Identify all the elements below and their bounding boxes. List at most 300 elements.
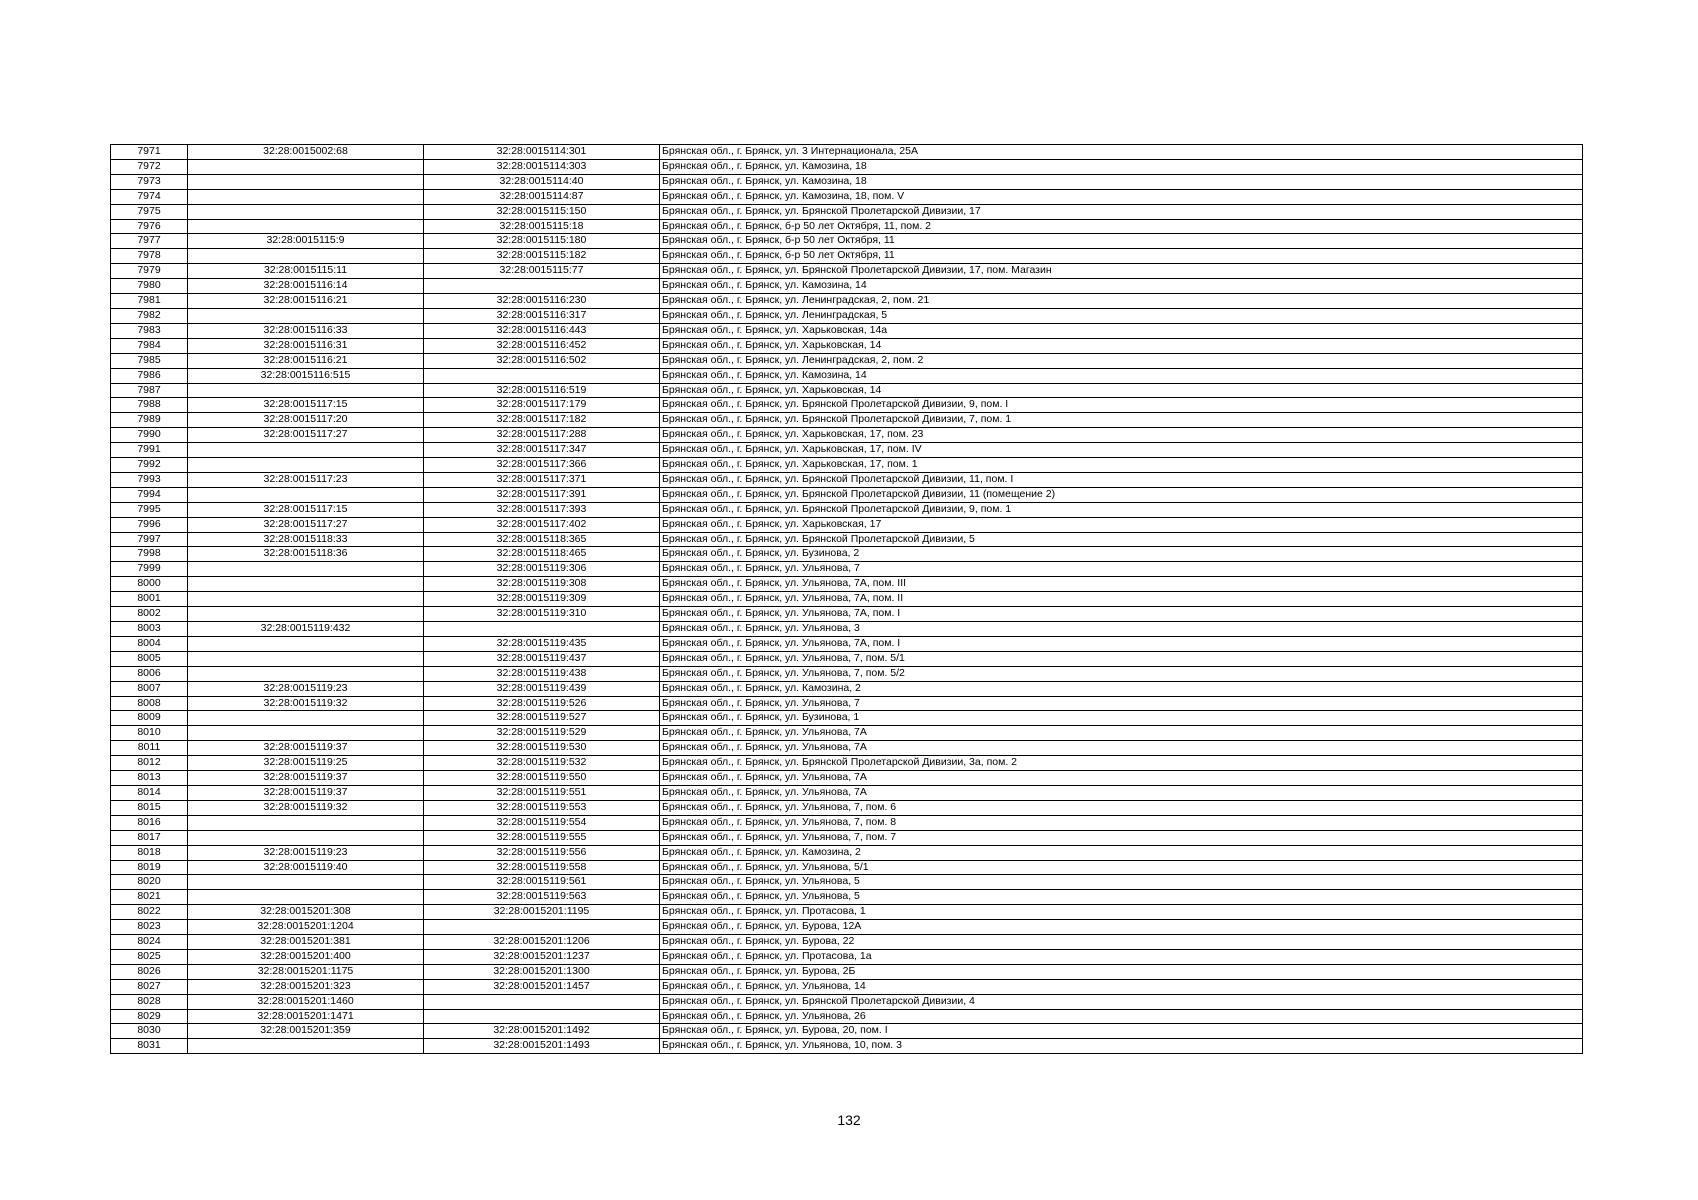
address-cell: Брянская обл., г. Брянск, ул. Ульянова, 7А bbox=[660, 741, 1583, 756]
object-cadastral-number-cell: 32:28:0015117:347 bbox=[424, 443, 660, 458]
object-cadastral-number-cell: 32:28:0015119:526 bbox=[424, 696, 660, 711]
address-cell: Брянская обл., г. Брянск, ул. Харьковская, 14 bbox=[660, 338, 1583, 353]
object-cadastral-number-cell: 32:28:0015119:530 bbox=[424, 741, 660, 756]
row-number-cell: 8019 bbox=[111, 860, 188, 875]
object-cadastral-number-cell: 32:28:0015117:182 bbox=[424, 413, 660, 428]
address-cell: Брянская обл., г. Брянск, ул. Камозина, 14 bbox=[660, 279, 1583, 294]
table-row bbox=[111, 562, 1583, 577]
row-number-cell: 7995 bbox=[111, 502, 188, 517]
table-row bbox=[111, 1039, 1583, 1054]
object-cadastral-number-cell: 32:28:0015119:563 bbox=[424, 890, 660, 905]
row-number-cell: 8016 bbox=[111, 815, 188, 830]
address-cell: Брянская обл., г. Брянск, ул. Ульянова, 26 bbox=[660, 1009, 1583, 1024]
address-cell: Брянская обл., г. Брянск, ул. Ульянова, 7, пом. 5/1 bbox=[660, 651, 1583, 666]
table-row bbox=[111, 368, 1583, 383]
table-row bbox=[111, 1009, 1583, 1024]
address-cell: Брянская обл., г. Брянск, ул. Брянской Пролетарской Дивизии, 17, пом. Магазин bbox=[660, 264, 1583, 279]
address-cell: Брянская обл., г. Брянск, ул. Ульянова, 7А bbox=[660, 726, 1583, 741]
object-cadastral-number-cell: 32:28:0015119:527 bbox=[424, 711, 660, 726]
table-row bbox=[111, 800, 1583, 815]
row-number-cell: 7986 bbox=[111, 368, 188, 383]
table-row bbox=[111, 622, 1583, 637]
address-cell: Брянская обл., г. Брянск, ул. Ульянова, 7А bbox=[660, 771, 1583, 786]
land-cadastral-number-cell: 32:28:0015201:1471 bbox=[188, 1009, 424, 1024]
row-number-cell: 7991 bbox=[111, 443, 188, 458]
land-cadastral-number-cell: 32:28:0015201:308 bbox=[188, 905, 424, 920]
land-cadastral-number-cell bbox=[188, 458, 424, 473]
address-cell: Брянская обл., г. Брянск, ул. Камозина, 2 bbox=[660, 845, 1583, 860]
table-row bbox=[111, 979, 1583, 994]
land-cadastral-number-cell: 32:28:0015116:33 bbox=[188, 323, 424, 338]
address-cell: Брянская обл., г. Брянск, ул. Ульянова, 5 bbox=[660, 875, 1583, 890]
land-cadastral-number-cell: 32:28:0015116:515 bbox=[188, 368, 424, 383]
table-row bbox=[111, 636, 1583, 651]
land-cadastral-number-cell: 32:28:0015119:23 bbox=[188, 845, 424, 860]
address-cell: Брянская обл., г. Брянск, ул. Бузинова, 2 bbox=[660, 547, 1583, 562]
object-cadastral-number-cell: 32:28:0015119:553 bbox=[424, 800, 660, 815]
table-row bbox=[111, 875, 1583, 890]
table-row bbox=[111, 771, 1583, 786]
address-cell: Брянская обл., г. Брянск, ул. Ульянова, 7, пом. 8 bbox=[660, 815, 1583, 830]
table-row bbox=[111, 219, 1583, 234]
table-row bbox=[111, 592, 1583, 607]
object-cadastral-number-cell bbox=[424, 279, 660, 294]
address-cell: Брянская обл., г. Брянск, ул. Харьковская, 14а bbox=[660, 323, 1583, 338]
address-cell: Брянская обл., г. Брянск, ул. Камозина, 18, пом. V bbox=[660, 189, 1583, 204]
object-cadastral-number-cell: 32:28:0015119:310 bbox=[424, 607, 660, 622]
table-row bbox=[111, 890, 1583, 905]
table-row bbox=[111, 204, 1583, 219]
table-row bbox=[111, 443, 1583, 458]
address-cell: Брянская обл., г. Брянск, б-р 50 лет Октября, 11 bbox=[660, 234, 1583, 249]
object-cadastral-number-cell: 32:28:0015119:435 bbox=[424, 636, 660, 651]
land-cadastral-number-cell bbox=[188, 711, 424, 726]
table-row bbox=[111, 174, 1583, 189]
object-cadastral-number-cell: 32:28:0015119:558 bbox=[424, 860, 660, 875]
table-row bbox=[111, 785, 1583, 800]
object-cadastral-number-cell: 32:28:0015201:1493 bbox=[424, 1039, 660, 1054]
table-row bbox=[111, 487, 1583, 502]
row-number-cell: 7974 bbox=[111, 189, 188, 204]
land-cadastral-number-cell: 32:28:0015201:1204 bbox=[188, 920, 424, 935]
table-body bbox=[111, 145, 1583, 1054]
object-cadastral-number-cell: 32:28:0015116:317 bbox=[424, 308, 660, 323]
land-cadastral-number-cell bbox=[188, 204, 424, 219]
object-cadastral-number-cell bbox=[424, 920, 660, 935]
address-cell: Брянская обл., г. Брянск, ул. Бурова, 20, пом. I bbox=[660, 1024, 1583, 1039]
object-cadastral-number-cell: 32:28:0015116:452 bbox=[424, 338, 660, 353]
row-number-cell: 7983 bbox=[111, 323, 188, 338]
table-row bbox=[111, 756, 1583, 771]
table-row bbox=[111, 696, 1583, 711]
table-row bbox=[111, 726, 1583, 741]
row-number-cell: 8002 bbox=[111, 607, 188, 622]
address-cell: Брянская обл., г. Брянск, ул. Ульянова, 14 bbox=[660, 979, 1583, 994]
table-row bbox=[111, 577, 1583, 592]
land-cadastral-number-cell bbox=[188, 562, 424, 577]
row-number-cell: 8006 bbox=[111, 666, 188, 681]
row-number-cell: 7978 bbox=[111, 249, 188, 264]
row-number-cell: 7984 bbox=[111, 338, 188, 353]
row-number-cell: 8030 bbox=[111, 1024, 188, 1039]
land-cadastral-number-cell bbox=[188, 249, 424, 264]
land-cadastral-number-cell bbox=[188, 890, 424, 905]
object-cadastral-number-cell: 32:28:0015115:150 bbox=[424, 204, 660, 219]
object-cadastral-number-cell bbox=[424, 1009, 660, 1024]
land-cadastral-number-cell: 32:28:0015116:21 bbox=[188, 353, 424, 368]
object-cadastral-number-cell: 32:28:0015114:87 bbox=[424, 189, 660, 204]
row-number-cell: 8017 bbox=[111, 830, 188, 845]
row-number-cell: 8029 bbox=[111, 1009, 188, 1024]
row-number-cell: 8023 bbox=[111, 920, 188, 935]
address-cell: Брянская обл., г. Брянск, б-р 50 лет Октября, 11, пом. 2 bbox=[660, 219, 1583, 234]
address-cell: Брянская обл., г. Брянск, ул. Брянской Пролетарской Дивизии, 11 (помещение 2) bbox=[660, 487, 1583, 502]
object-cadastral-number-cell: 32:28:0015201:1195 bbox=[424, 905, 660, 920]
object-cadastral-number-cell: 32:28:0015201:1300 bbox=[424, 964, 660, 979]
address-cell: Брянская обл., г. Брянск, ул. Камозина, 14 bbox=[660, 368, 1583, 383]
land-cadastral-number-cell: 32:28:0015118:33 bbox=[188, 532, 424, 547]
object-cadastral-number-cell: 32:28:0015119:309 bbox=[424, 592, 660, 607]
address-cell: Брянская обл., г. Брянск, ул. Брянской Пролетарской Дивизии, 17 bbox=[660, 204, 1583, 219]
table-row bbox=[111, 830, 1583, 845]
table-row bbox=[111, 189, 1583, 204]
address-cell: Брянская обл., г. Брянск, ул. Камозина, 2 bbox=[660, 681, 1583, 696]
row-number-cell: 8003 bbox=[111, 622, 188, 637]
land-cadastral-number-cell: 32:28:0015119:32 bbox=[188, 696, 424, 711]
table-row bbox=[111, 711, 1583, 726]
table-row bbox=[111, 458, 1583, 473]
table-row bbox=[111, 338, 1583, 353]
address-cell: Брянская обл., г. Брянск, ул. 3 Интернационала, 25А bbox=[660, 145, 1583, 160]
table-row bbox=[111, 905, 1583, 920]
row-number-cell: 7980 bbox=[111, 279, 188, 294]
address-cell: Брянская обл., г. Брянск, ул. Бурова, 22 bbox=[660, 935, 1583, 950]
row-number-cell: 7994 bbox=[111, 487, 188, 502]
land-cadastral-number-cell bbox=[188, 487, 424, 502]
row-number-cell: 8010 bbox=[111, 726, 188, 741]
table-row bbox=[111, 845, 1583, 860]
table-row bbox=[111, 994, 1583, 1009]
object-cadastral-number-cell bbox=[424, 994, 660, 1009]
object-cadastral-number-cell bbox=[424, 622, 660, 637]
object-cadastral-number-cell: 32:28:0015114:303 bbox=[424, 159, 660, 174]
table-row bbox=[111, 428, 1583, 443]
table-row bbox=[111, 681, 1583, 696]
land-cadastral-number-cell bbox=[188, 651, 424, 666]
object-cadastral-number-cell: 32:28:0015119:561 bbox=[424, 875, 660, 890]
land-cadastral-number-cell bbox=[188, 577, 424, 592]
address-cell: Брянская обл., г. Брянск, ул. Бузинова, 1 bbox=[660, 711, 1583, 726]
table-row bbox=[111, 249, 1583, 264]
land-cadastral-number-cell: 32:28:0015119:37 bbox=[188, 785, 424, 800]
table-row bbox=[111, 532, 1583, 547]
table-row bbox=[111, 860, 1583, 875]
object-cadastral-number-cell: 32:28:0015119:437 bbox=[424, 651, 660, 666]
address-cell: Брянская обл., г. Брянск, ул. Ленинградская, 5 bbox=[660, 308, 1583, 323]
table-row bbox=[111, 651, 1583, 666]
land-cadastral-number-cell: 32:28:0015117:20 bbox=[188, 413, 424, 428]
row-number-cell: 7987 bbox=[111, 383, 188, 398]
address-cell: Брянская обл., г. Брянск, ул. Харьковская, 17, пом. IV bbox=[660, 443, 1583, 458]
address-cell: Брянская обл., г. Брянск, ул. Брянской Пролетарской Дивизии, 9, пом. I bbox=[660, 398, 1583, 413]
object-cadastral-number-cell: 32:28:0015119:551 bbox=[424, 785, 660, 800]
object-cadastral-number-cell: 32:28:0015201:1237 bbox=[424, 949, 660, 964]
land-cadastral-number-cell bbox=[188, 592, 424, 607]
table-row bbox=[111, 949, 1583, 964]
row-number-cell: 8021 bbox=[111, 890, 188, 905]
address-cell: Брянская обл., г. Брянск, ул. Ульянова, 7А, пом. II bbox=[660, 592, 1583, 607]
object-cadastral-number-cell: 32:28:0015119:554 bbox=[424, 815, 660, 830]
row-number-cell: 7979 bbox=[111, 264, 188, 279]
object-cadastral-number-cell: 32:28:0015115:180 bbox=[424, 234, 660, 249]
address-cell: Брянская обл., г. Брянск, ул. Ульянова, 7 bbox=[660, 696, 1583, 711]
table-row bbox=[111, 413, 1583, 428]
land-cadastral-number-cell: 32:28:0015201:1460 bbox=[188, 994, 424, 1009]
row-number-cell: 8012 bbox=[111, 756, 188, 771]
table-row bbox=[111, 1024, 1583, 1039]
row-number-cell: 8027 bbox=[111, 979, 188, 994]
table-row bbox=[111, 517, 1583, 532]
address-cell: Брянская обл., г. Брянск, ул. Ульянова, 7, пом. 5/2 bbox=[660, 666, 1583, 681]
land-cadastral-number-cell bbox=[188, 174, 424, 189]
object-cadastral-number-cell: 32:28:0015117:402 bbox=[424, 517, 660, 532]
address-cell: Брянская обл., г. Брянск, ул. Ульянова, 7А, пом. III bbox=[660, 577, 1583, 592]
row-number-cell: 7990 bbox=[111, 428, 188, 443]
land-cadastral-number-cell bbox=[188, 308, 424, 323]
table-row bbox=[111, 964, 1583, 979]
row-number-cell: 7973 bbox=[111, 174, 188, 189]
row-number-cell: 7998 bbox=[111, 547, 188, 562]
object-cadastral-number-cell: 32:28:0015114:40 bbox=[424, 174, 660, 189]
land-cadastral-number-cell: 32:28:0015117:15 bbox=[188, 502, 424, 517]
object-cadastral-number-cell: 32:28:0015119:529 bbox=[424, 726, 660, 741]
object-cadastral-number-cell: 32:28:0015115:77 bbox=[424, 264, 660, 279]
land-cadastral-number-cell: 32:28:0015115:9 bbox=[188, 234, 424, 249]
address-cell: Брянская обл., г. Брянск, ул. Брянской Пролетарской Дивизии, 4 bbox=[660, 994, 1583, 1009]
land-cadastral-number-cell bbox=[188, 636, 424, 651]
land-cadastral-number-cell: 32:28:0015116:14 bbox=[188, 279, 424, 294]
address-cell: Брянская обл., г. Брянск, ул. Камозина, 18 bbox=[660, 174, 1583, 189]
object-cadastral-number-cell: 32:28:0015117:179 bbox=[424, 398, 660, 413]
land-cadastral-number-cell: 32:28:0015116:21 bbox=[188, 294, 424, 309]
row-number-cell: 7996 bbox=[111, 517, 188, 532]
land-cadastral-number-cell: 32:28:0015201:381 bbox=[188, 935, 424, 950]
table-row bbox=[111, 472, 1583, 487]
land-cadastral-number-cell: 32:28:0015119:40 bbox=[188, 860, 424, 875]
page-number: 132 bbox=[837, 1112, 861, 1128]
row-number-cell: 8009 bbox=[111, 711, 188, 726]
table-row bbox=[111, 547, 1583, 562]
object-cadastral-number-cell: 32:28:0015115:18 bbox=[424, 219, 660, 234]
row-number-cell: 7993 bbox=[111, 472, 188, 487]
address-cell: Брянская обл., г. Брянск, ул. Протасова, 1а bbox=[660, 949, 1583, 964]
property-register-table bbox=[110, 144, 1583, 1054]
row-number-cell: 7976 bbox=[111, 219, 188, 234]
land-cadastral-number-cell bbox=[188, 726, 424, 741]
land-cadastral-number-cell: 32:28:0015119:37 bbox=[188, 771, 424, 786]
address-cell: Брянская обл., г. Брянск, ул. Брянской Пролетарской Дивизии, 5 bbox=[660, 532, 1583, 547]
row-number-cell: 8018 bbox=[111, 845, 188, 860]
land-cadastral-number-cell bbox=[188, 219, 424, 234]
land-cadastral-number-cell bbox=[188, 383, 424, 398]
row-number-cell: 7988 bbox=[111, 398, 188, 413]
row-number-cell: 7997 bbox=[111, 532, 188, 547]
table-row bbox=[111, 741, 1583, 756]
land-cadastral-number-cell: 32:28:0015119:32 bbox=[188, 800, 424, 815]
row-number-cell: 8022 bbox=[111, 905, 188, 920]
address-cell: Брянская обл., г. Брянск, ул. Ульянова, 7, пом. 6 bbox=[660, 800, 1583, 815]
row-number-cell: 8015 bbox=[111, 800, 188, 815]
land-cadastral-number-cell: 32:28:0015119:432 bbox=[188, 622, 424, 637]
land-cadastral-number-cell: 32:28:0015201:323 bbox=[188, 979, 424, 994]
object-cadastral-number-cell: 32:28:0015119:555 bbox=[424, 830, 660, 845]
address-cell: Брянская обл., г. Брянск, ул. Ленинградская, 2, пом. 21 bbox=[660, 294, 1583, 309]
table-row bbox=[111, 145, 1583, 160]
land-cadastral-number-cell: 32:28:0015116:31 bbox=[188, 338, 424, 353]
land-cadastral-number-cell: 32:28:0015117:23 bbox=[188, 472, 424, 487]
address-cell: Брянская обл., г. Брянск, ул. Камозина, 18 bbox=[660, 159, 1583, 174]
row-number-cell: 7972 bbox=[111, 159, 188, 174]
table-row bbox=[111, 666, 1583, 681]
object-cadastral-number-cell: 32:28:0015201:1457 bbox=[424, 979, 660, 994]
land-cadastral-number-cell bbox=[188, 830, 424, 845]
row-number-cell: 8026 bbox=[111, 964, 188, 979]
row-number-cell: 8014 bbox=[111, 785, 188, 800]
table-row bbox=[111, 607, 1583, 622]
row-number-cell: 7977 bbox=[111, 234, 188, 249]
object-cadastral-number-cell bbox=[424, 368, 660, 383]
row-number-cell: 8025 bbox=[111, 949, 188, 964]
row-number-cell: 8024 bbox=[111, 935, 188, 950]
address-cell: Брянская обл., г. Брянск, ул. Брянской Пролетарской Дивизии, 3а, пом. 2 bbox=[660, 756, 1583, 771]
land-cadastral-number-cell: 32:28:0015201:400 bbox=[188, 949, 424, 964]
land-cadastral-number-cell bbox=[188, 875, 424, 890]
land-cadastral-number-cell: 32:28:0015201:1175 bbox=[188, 964, 424, 979]
table-row bbox=[111, 920, 1583, 935]
row-number-cell: 8005 bbox=[111, 651, 188, 666]
land-cadastral-number-cell bbox=[188, 815, 424, 830]
object-cadastral-number-cell: 32:28:0015116:443 bbox=[424, 323, 660, 338]
object-cadastral-number-cell: 32:28:0015119:550 bbox=[424, 771, 660, 786]
object-cadastral-number-cell: 32:28:0015118:365 bbox=[424, 532, 660, 547]
address-cell: Брянская обл., г. Брянск, ул. Ленинградская, 2, пом. 2 bbox=[660, 353, 1583, 368]
land-cadastral-number-cell bbox=[188, 1039, 424, 1054]
land-cadastral-number-cell bbox=[188, 189, 424, 204]
address-cell: Брянская обл., г. Брянск, ул. Брянской Пролетарской Дивизии, 11, пом. I bbox=[660, 472, 1583, 487]
address-cell: Брянская обл., г. Брянск, ул. Протасова, 1 bbox=[660, 905, 1583, 920]
address-cell: Брянская обл., г. Брянск, ул. Ульянова, 5 bbox=[660, 890, 1583, 905]
object-cadastral-number-cell: 32:28:0015117:393 bbox=[424, 502, 660, 517]
table-row bbox=[111, 308, 1583, 323]
address-cell: Брянская обл., г. Брянск, ул. Харьковская, 17, пом. 23 bbox=[660, 428, 1583, 443]
address-cell: Брянская обл., г. Брянск, ул. Ульянова, 5/1 bbox=[660, 860, 1583, 875]
table-row bbox=[111, 264, 1583, 279]
address-cell: Брянская обл., г. Брянск, ул. Брянской Пролетарской Дивизии, 7, пом. 1 bbox=[660, 413, 1583, 428]
address-cell: Брянская обл., г. Брянск, ул. Бурова, 2Б bbox=[660, 964, 1583, 979]
address-cell: Брянская обл., г. Брянск, ул. Ульянова, 7А, пом. I bbox=[660, 607, 1583, 622]
object-cadastral-number-cell: 32:28:0015119:532 bbox=[424, 756, 660, 771]
land-cadastral-number-cell: 32:28:0015118:36 bbox=[188, 547, 424, 562]
address-cell: Брянская обл., г. Брянск, ул. Ульянова, 7А bbox=[660, 785, 1583, 800]
object-cadastral-number-cell: 32:28:0015117:366 bbox=[424, 458, 660, 473]
address-cell: Брянская обл., г. Брянск, ул. Ульянова, 7А, пом. I bbox=[660, 636, 1583, 651]
table-row bbox=[111, 159, 1583, 174]
object-cadastral-number-cell: 32:28:0015118:465 bbox=[424, 547, 660, 562]
row-number-cell: 8013 bbox=[111, 771, 188, 786]
land-cadastral-number-cell: 32:28:0015117:27 bbox=[188, 517, 424, 532]
table-row bbox=[111, 323, 1583, 338]
row-number-cell: 7989 bbox=[111, 413, 188, 428]
object-cadastral-number-cell: 32:28:0015119:306 bbox=[424, 562, 660, 577]
row-number-cell: 8001 bbox=[111, 592, 188, 607]
table-row bbox=[111, 234, 1583, 249]
land-cadastral-number-cell bbox=[188, 607, 424, 622]
object-cadastral-number-cell: 32:28:0015115:182 bbox=[424, 249, 660, 264]
address-cell: Брянская обл., г. Брянск, ул. Ульянова, 7, пом. 7 bbox=[660, 830, 1583, 845]
row-number-cell: 8011 bbox=[111, 741, 188, 756]
row-number-cell: 8000 bbox=[111, 577, 188, 592]
table-row bbox=[111, 294, 1583, 309]
table-row bbox=[111, 935, 1583, 950]
object-cadastral-number-cell: 32:28:0015119:308 bbox=[424, 577, 660, 592]
address-cell: Брянская обл., г. Брянск, б-р 50 лет Октября, 11 bbox=[660, 249, 1583, 264]
object-cadastral-number-cell: 32:28:0015114:301 bbox=[424, 145, 660, 160]
object-cadastral-number-cell: 32:28:0015119:439 bbox=[424, 681, 660, 696]
table-row bbox=[111, 398, 1583, 413]
row-number-cell: 8020 bbox=[111, 875, 188, 890]
land-cadastral-number-cell bbox=[188, 666, 424, 681]
object-cadastral-number-cell: 32:28:0015201:1492 bbox=[424, 1024, 660, 1039]
address-cell: Брянская обл., г. Брянск, ул. Харьковская, 17, пом. 1 bbox=[660, 458, 1583, 473]
object-cadastral-number-cell: 32:28:0015201:1206 bbox=[424, 935, 660, 950]
row-number-cell: 7985 bbox=[111, 353, 188, 368]
object-cadastral-number-cell: 32:28:0015119:438 bbox=[424, 666, 660, 681]
object-cadastral-number-cell: 32:28:0015116:519 bbox=[424, 383, 660, 398]
row-number-cell: 7981 bbox=[111, 294, 188, 309]
object-cadastral-number-cell: 32:28:0015116:502 bbox=[424, 353, 660, 368]
address-cell: Брянская обл., г. Брянск, ул. Ульянова, 7 bbox=[660, 562, 1583, 577]
object-cadastral-number-cell: 32:28:0015119:556 bbox=[424, 845, 660, 860]
object-cadastral-number-cell: 32:28:0015117:371 bbox=[424, 472, 660, 487]
address-cell: Брянская обл., г. Брянск, ул. Харьковская, 14 bbox=[660, 383, 1583, 398]
object-cadastral-number-cell: 32:28:0015116:230 bbox=[424, 294, 660, 309]
land-cadastral-number-cell: 32:28:0015119:37 bbox=[188, 741, 424, 756]
land-cadastral-number-cell: 32:28:0015201:359 bbox=[188, 1024, 424, 1039]
land-cadastral-number-cell: 32:28:0015002:68 bbox=[188, 145, 424, 160]
land-cadastral-number-cell bbox=[188, 443, 424, 458]
table-row bbox=[111, 815, 1583, 830]
row-number-cell: 8031 bbox=[111, 1039, 188, 1054]
row-number-cell: 8028 bbox=[111, 994, 188, 1009]
land-cadastral-number-cell: 32:28:0015117:15 bbox=[188, 398, 424, 413]
land-cadastral-number-cell: 32:28:0015115:11 bbox=[188, 264, 424, 279]
row-number-cell: 8007 bbox=[111, 681, 188, 696]
address-cell: Брянская обл., г. Брянск, ул. Ульянова, 10, пом. 3 bbox=[660, 1039, 1583, 1054]
land-cadastral-number-cell: 32:28:0015119:25 bbox=[188, 756, 424, 771]
land-cadastral-number-cell: 32:28:0015119:23 bbox=[188, 681, 424, 696]
table-row bbox=[111, 502, 1583, 517]
object-cadastral-number-cell: 32:28:0015117:391 bbox=[424, 487, 660, 502]
land-cadastral-number-cell: 32:28:0015117:27 bbox=[188, 428, 424, 443]
address-cell: Брянская обл., г. Брянск, ул. Бурова, 12А bbox=[660, 920, 1583, 935]
address-cell: Брянская обл., г. Брянск, ул. Ульянова, 3 bbox=[660, 622, 1583, 637]
address-cell: Брянская обл., г. Брянск, ул. Брянской Пролетарской Дивизии, 9, пом. 1 bbox=[660, 502, 1583, 517]
row-number-cell: 7982 bbox=[111, 308, 188, 323]
row-number-cell: 7971 bbox=[111, 145, 188, 160]
row-number-cell: 8008 bbox=[111, 696, 188, 711]
row-number-cell: 8004 bbox=[111, 636, 188, 651]
row-number-cell: 7999 bbox=[111, 562, 188, 577]
